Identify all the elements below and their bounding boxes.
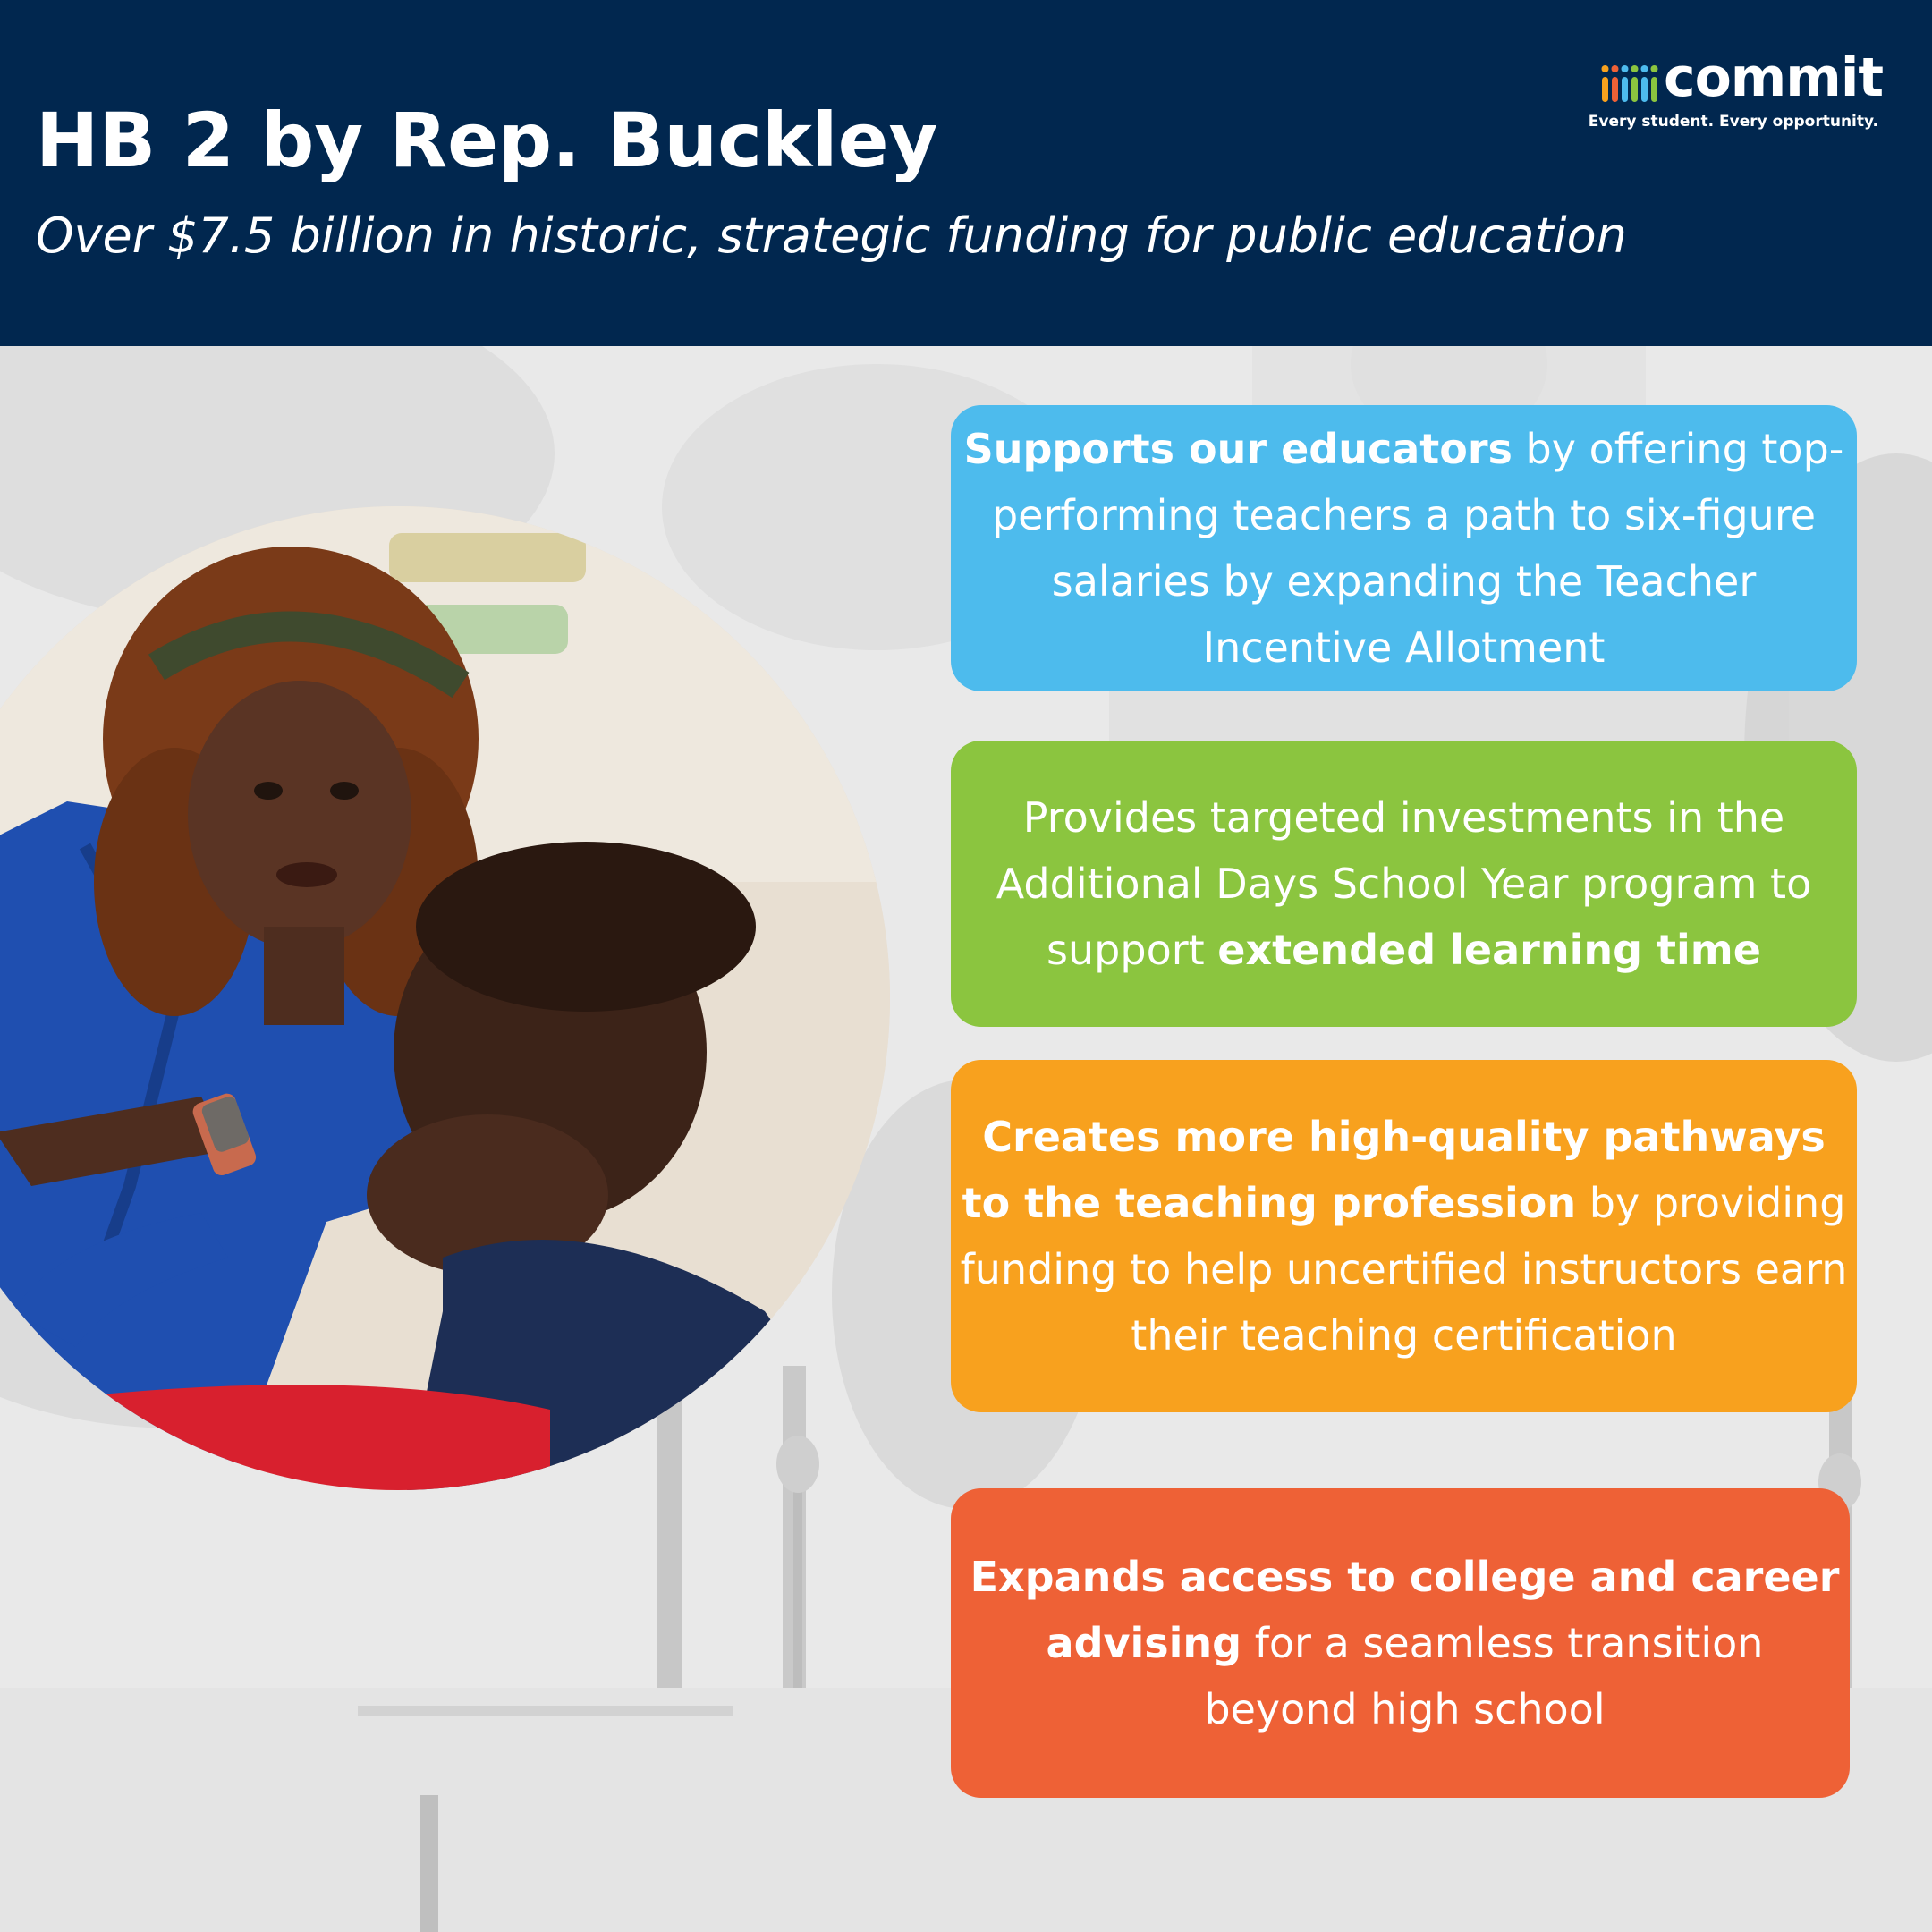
- card-college-career-highlight: Expands access to college and career advising: [970, 1553, 1840, 1667]
- card-college-career-body: for a seamless transition beyond high school: [1204, 1619, 1764, 1733]
- logo-bars-icon: [1601, 61, 1660, 102]
- card-educators-text: [956, 416, 1852, 681]
- logo-tagline: Every student. Every opportunity.: [1588, 113, 1878, 131]
- logo-wordmark: commit: [1664, 47, 1884, 109]
- card-teaching-pathways: [951, 1060, 1857, 1412]
- commit-logo: [1588, 47, 1884, 141]
- card-extended-learning-highlight: extended learning time: [1217, 926, 1761, 974]
- card-teaching-pathways-text: [956, 1104, 1852, 1368]
- header-banner: [0, 0, 1932, 346]
- card-educators: [951, 405, 1857, 691]
- page-subtitle: Over $7.5 billion in historic, strategic funding for public education: [36, 208, 1627, 264]
- card-college-career: [951, 1488, 1850, 1798]
- card-college-career-text: [956, 1544, 1844, 1742]
- card-extended-learning: [951, 741, 1857, 1027]
- card-educators-highlight: Supports our educators: [963, 425, 1513, 473]
- card-teaching-pathways-highlight: Creates more high-quality pathways to the teaching profession: [962, 1113, 1826, 1227]
- card-educators-body: by offering top-performing teachers a path to six-figure salaries by expanding the Teacher Incentive Allotment: [991, 425, 1844, 672]
- card-extended-learning-body: Provides targeted investments in the Additional Days School Year program to support: [996, 793, 1812, 974]
- card-teaching-pathways-body: by providing funding to help uncertified instructors earn their teaching certification: [960, 1179, 1848, 1360]
- page-title: HB 2 by Rep. Buckley: [36, 97, 938, 184]
- card-extended-learning-text: [956, 784, 1852, 983]
